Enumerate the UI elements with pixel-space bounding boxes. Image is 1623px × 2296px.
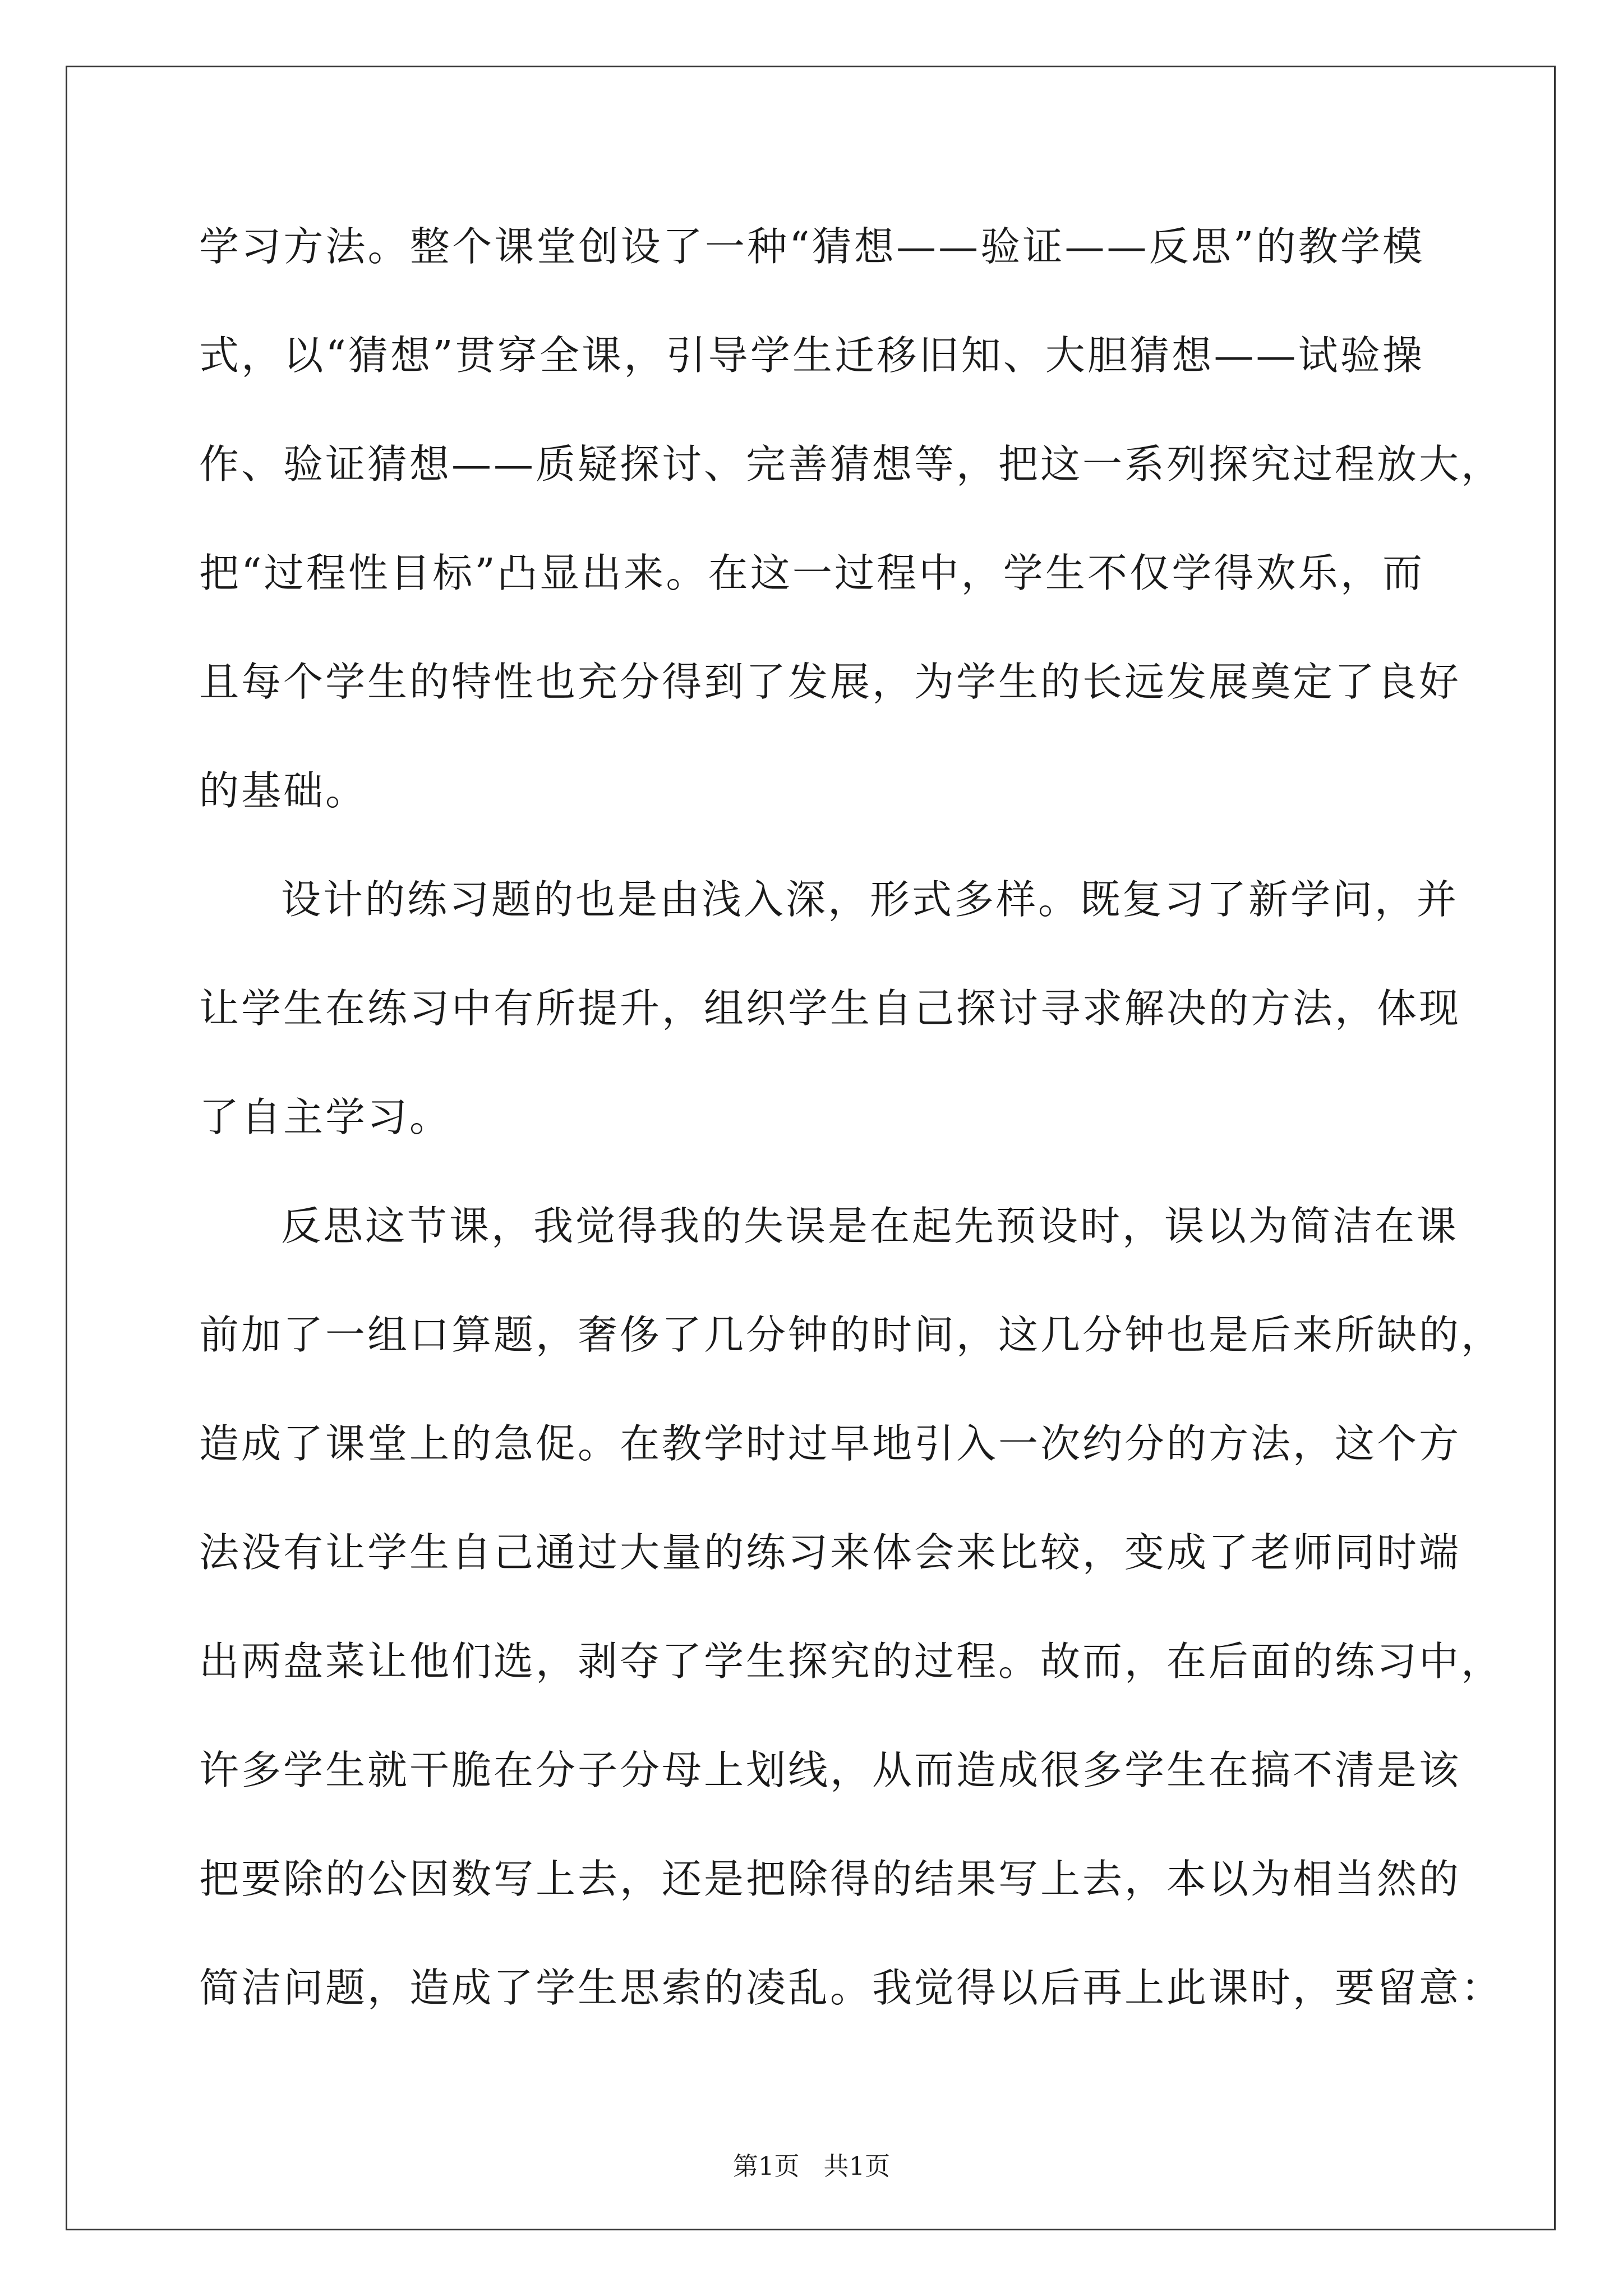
paragraph-1-line-3: 作、验证猜想——质疑探讨、完善猜想等，把这一系列探究过程放大， <box>199 441 1504 487</box>
page-number-footer: 第1页 共1页 <box>732 2151 891 2181</box>
paragraph-3-line-2: 前加了一组口算题，奢侈了几分钟的时间，这几分钟也是后来所缺的， <box>199 1312 1504 1358</box>
paragraph-2-line-1: 设计的练习题的也是由浅入深，形式多样。既复习了新学问，并 <box>281 876 1459 923</box>
paragraph-1-line-4: 把“过程性目标”凸显出来。在这一过程中，学生不仅学得欢乐，而 <box>199 550 1424 596</box>
paragraph-3-line-8: 简洁问题，造成了学生思索的凌乱。我觉得以后再上此课时，要留意： <box>199 1964 1504 2011</box>
paragraph-1-line-5: 且每个学生的特性也充分得到了发展，为学生的长远发展奠定了良好 <box>199 659 1461 705</box>
document-body <box>199 210 1504 2060</box>
paragraph-2-line-2: 让学生在练习中有所提升，组织学生自己探讨寻求解决的方法，体现 <box>199 985 1461 1032</box>
paragraph-3-line-3: 造成了课堂上的急促。在教学时过早地引入一次约分的方法，这个方 <box>199 1420 1461 1467</box>
paragraph-3-line-1: 反思这节课，我觉得我的失误是在起先预设时，误以为简洁在课 <box>281 1203 1459 1249</box>
paragraph-1-line-1: 学习方法。整个课堂创设了一种“猜想——验证——反思”的教学模 <box>199 223 1424 270</box>
paragraph-3-line-6: 许多学生就干脆在分子分母上划线，从而造成很多学生在搞不清是该 <box>199 1747 1461 1793</box>
paragraph-1-line-2: 式，以“猜想”贯穿全课，引导学生迁移旧知、大胆猜想——试验操 <box>199 332 1424 379</box>
paragraph-3-line-5: 出两盘菜让他们选，剥夺了学生探究的过程。故而，在后面的练习中， <box>199 1638 1504 1685</box>
paragraph-3-line-7: 把要除的公因数写上去，还是把除得的结果写上去，本以为相当然的 <box>199 1856 1461 1902</box>
paragraph-3-line-4: 法没有让学生自己通过大量的练习来体会来比较，变成了老师同时端 <box>199 1529 1461 1576</box>
paragraph-1-line-6: 的基础。 <box>199 767 368 814</box>
paragraph-2-line-3: 了自主学习。 <box>199 1094 452 1140</box>
